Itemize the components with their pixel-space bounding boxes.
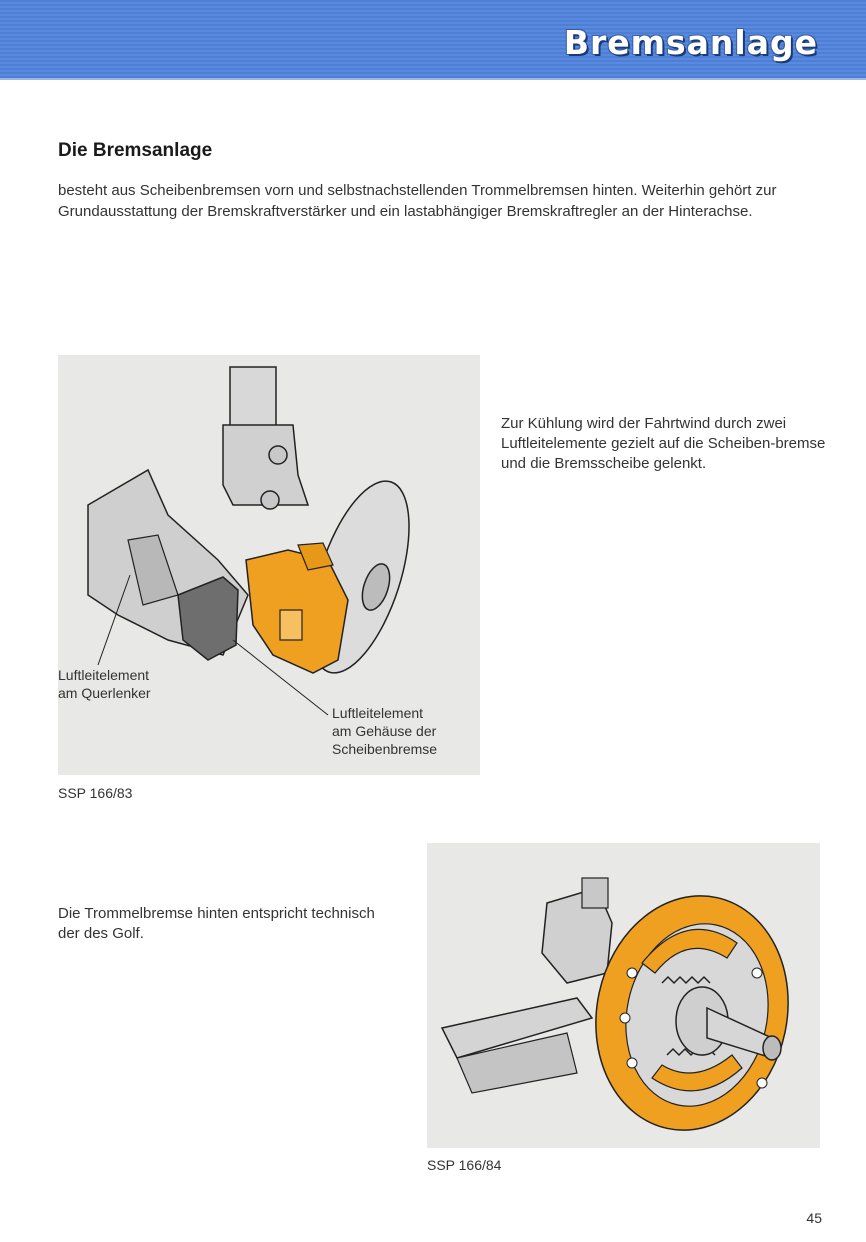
label-line: am Gehäuse der bbox=[332, 723, 437, 739]
drum-brake-illustration bbox=[427, 843, 820, 1148]
figure1-caption: SSP 166/83 bbox=[58, 785, 133, 801]
drum-brake-description: Die Trommelbremse hinten entspricht technisch der des Golf. bbox=[58, 905, 375, 942]
label-air-guide-caliper bbox=[332, 704, 437, 758]
label-line: Scheibenbremse bbox=[332, 741, 438, 757]
section-heading: Die Bremsanlage bbox=[58, 140, 213, 161]
label-air-guide-control-arm bbox=[58, 666, 151, 702]
drum-brake-figure bbox=[427, 843, 820, 1148]
label-line: Luftleitelement bbox=[332, 705, 424, 721]
cooling-description: Zur Kühlung wird der Fahrtwind durch zwei Luftleitelemente gezielt auf die Scheiben-bremse und die Bremsscheibe gelenkt. bbox=[501, 415, 826, 472]
intro-paragraph: besteht aus Scheibenbremsen vorn und selbstnachstellenden Trommelbremsen hinten. Weiterhin gehört zur Grundausstattung der Bremskraftverstärker und ein lastabhängiger Bremskraftregler an der Hinterachse. bbox=[58, 182, 777, 220]
label-line: Luftleitelement bbox=[58, 667, 150, 683]
page-number: 45 bbox=[806, 1210, 822, 1226]
page-title: Bremsanlage bbox=[563, 23, 818, 62]
header-banner bbox=[0, 0, 866, 80]
figure2-caption: SSP 166/84 bbox=[427, 1157, 502, 1173]
label-line: am Querlenker bbox=[58, 685, 151, 701]
